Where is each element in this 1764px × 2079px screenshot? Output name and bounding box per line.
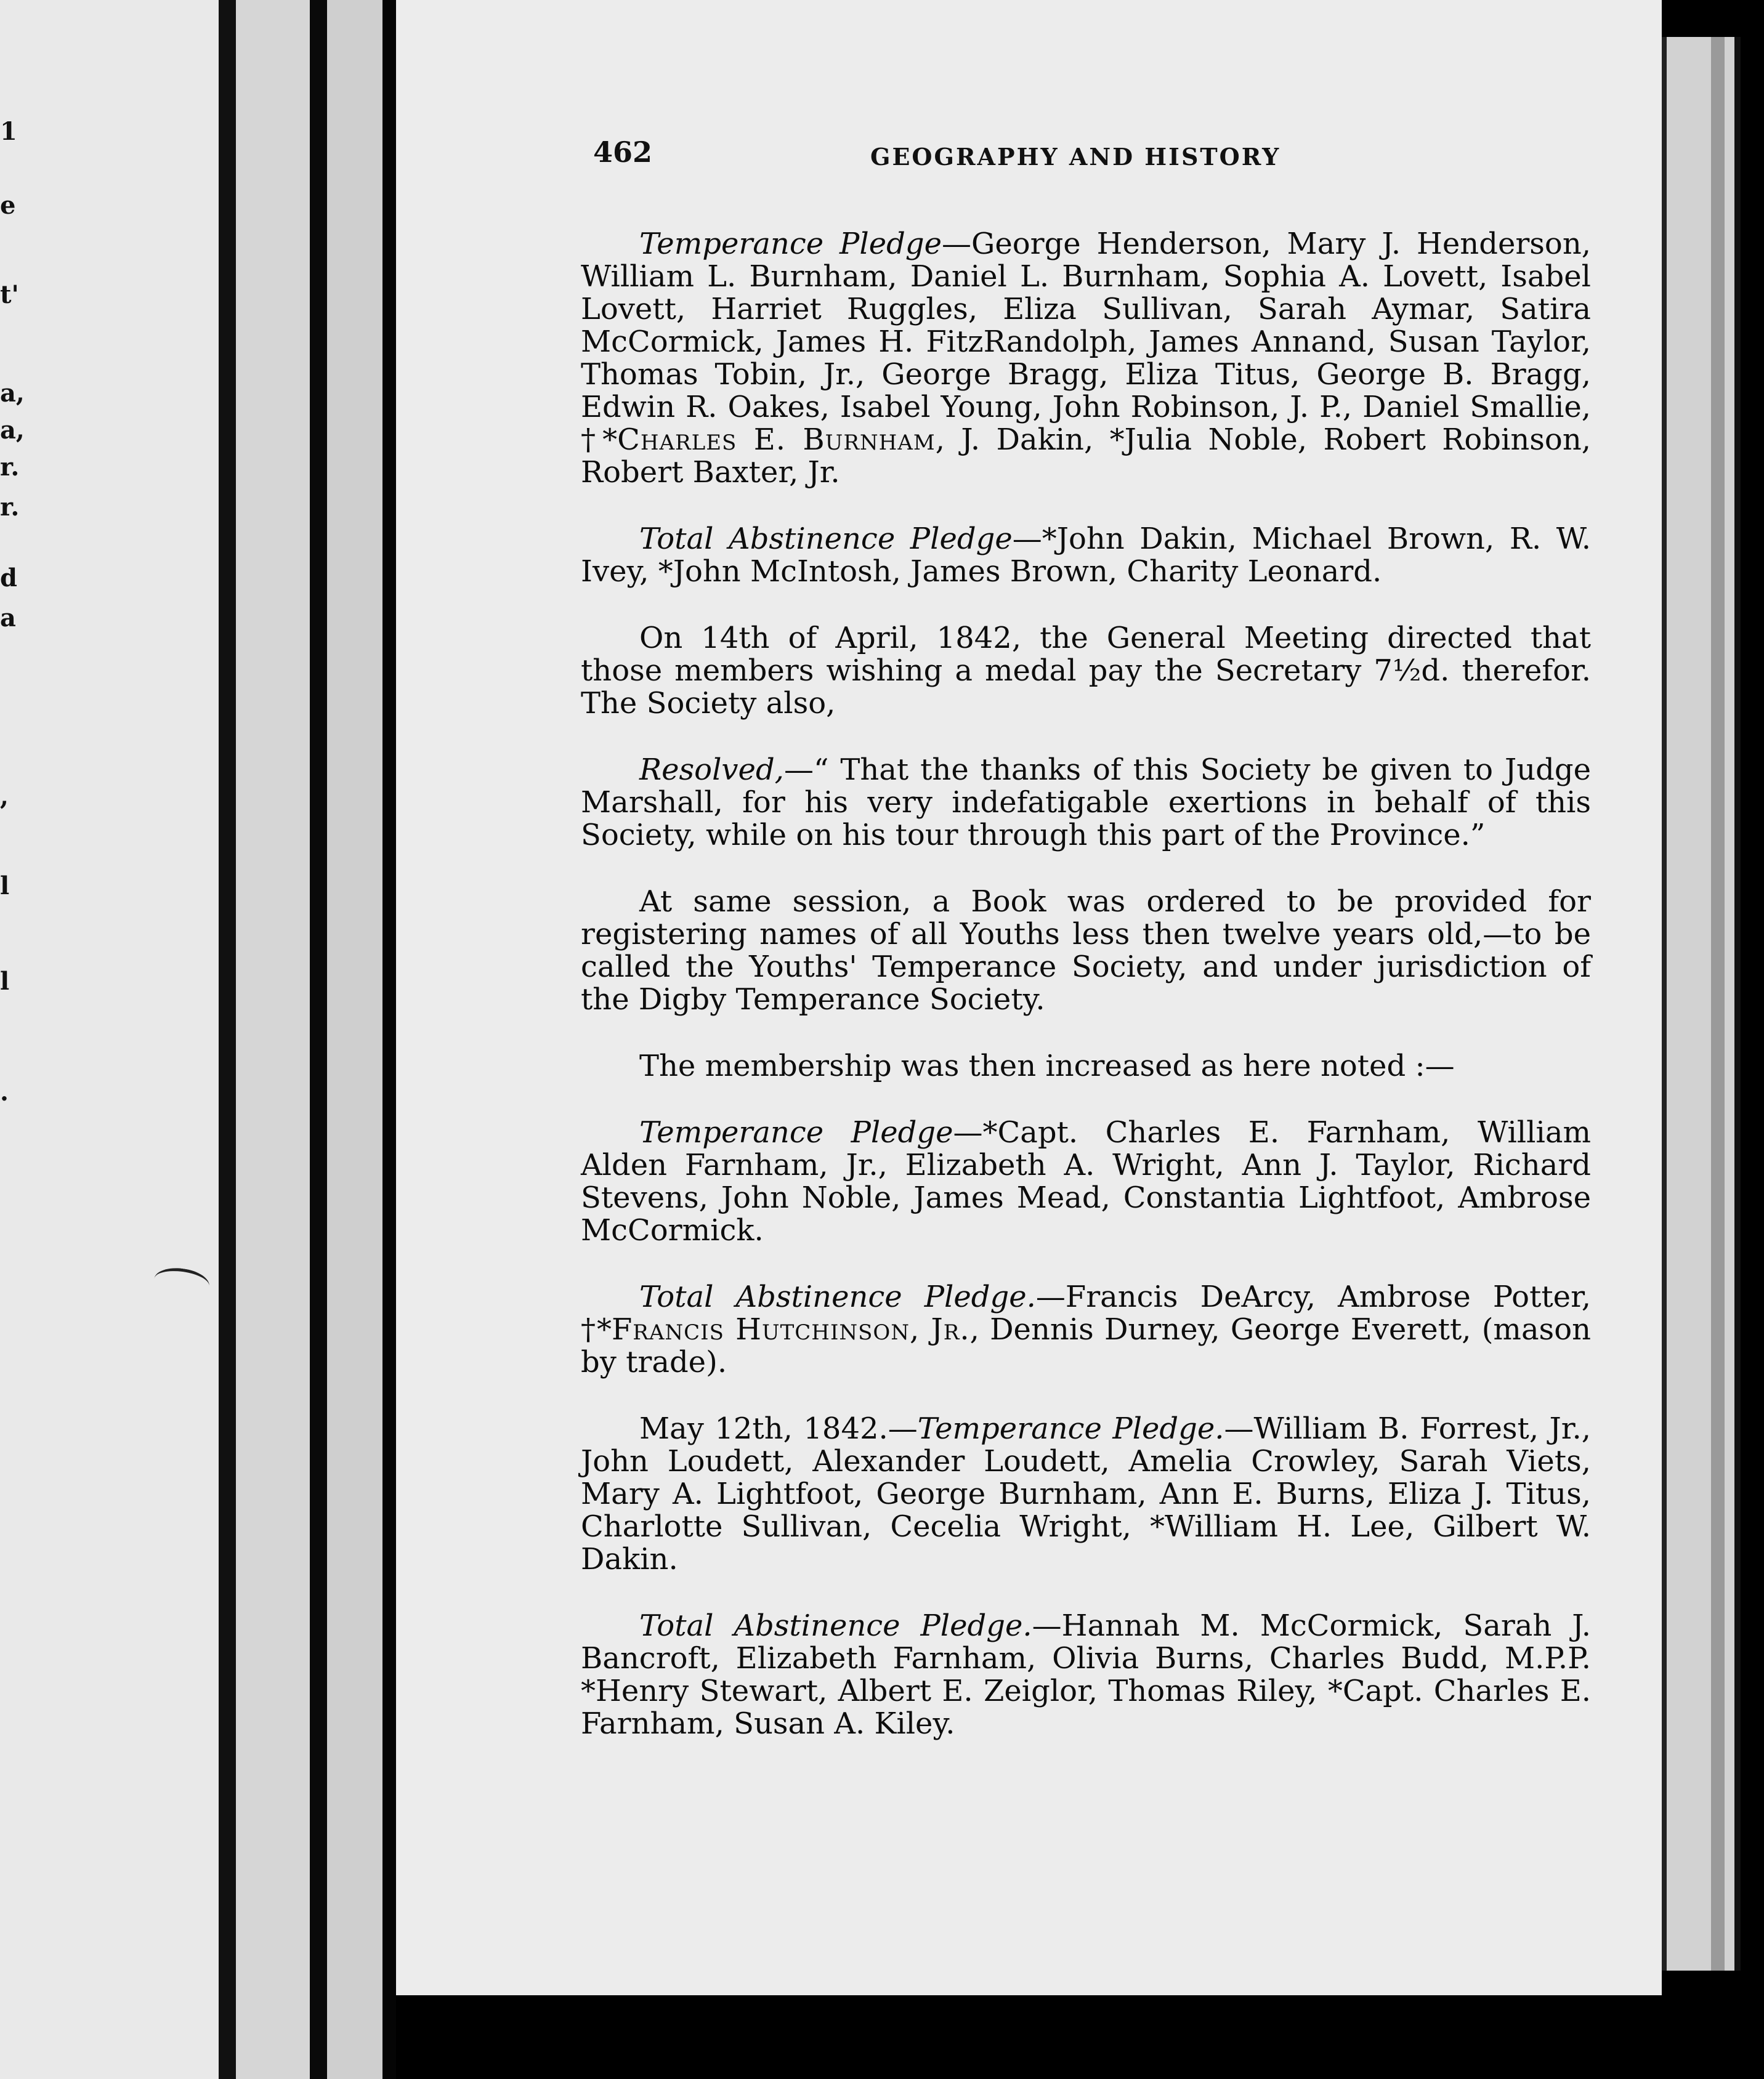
page-body <box>581 228 1591 1774</box>
paragraph-text: —William B. Forrest, Jr., John Loudett, Alexander Loudett, Amelia Crowley, Sarah Viets, Mary A. Lightfoot, George Burnham, Ann E. Burns, Eliza J. Titus, Charlotte Sullivan, Cecelia Wright, *William H. Lee, Gilbert W. Dakin. <box>581 1411 1591 1576</box>
running-head: GEOGRAPHY AND HISTORY <box>870 143 1281 171</box>
left-page-fragment-text: d <box>0 563 17 592</box>
pledge-label: Temperance Pledge <box>639 227 942 261</box>
left-page-fragment-text: a, <box>0 379 25 408</box>
binding-strip <box>236 0 310 2079</box>
paragraph-total-abstinence-2 <box>581 1281 1591 1379</box>
small-caps-name: Francis Hutchinson, Jr. <box>611 1312 970 1347</box>
paragraph-youths-society <box>581 886 1591 1016</box>
pledge-label: Temperance Pledge. <box>917 1411 1224 1446</box>
paragraph-text: , J. Dakin, *Julia Noble, Robert Robinson, Robert Baxter, Jr. <box>581 422 1591 490</box>
left-page-fragment-text: . <box>0 1078 9 1107</box>
left-page-fragment-text: l <box>0 871 10 900</box>
left-page-fragment-text: e <box>0 191 16 220</box>
paragraph-text: —Hannah M. McCormick, Sarah J. Bancroft, Elizabeth Farnham, Olivia Burns, Charles Budd, M.P.P. *Henry Stewart, Albert E. Zeiglor, Thomas Riley, *Capt. Charles E. Farnham, Susan A. Kiley. <box>581 1609 1591 1741</box>
page-header <box>593 135 1628 179</box>
paragraph-text: —*Capt. Charles E. Farnham, William Alden Farnham, Jr., Elizabeth A. Wright, Ann J. Taylor, Richard Stevens, John Noble, James Mead, Constantia Lightfoot, Ambrose McCormick. <box>581 1115 1591 1248</box>
left-page-fragment-text: l <box>0 967 10 996</box>
paragraph-membership-note <box>581 1050 1591 1083</box>
left-page-fragment <box>0 0 219 2079</box>
pledge-label: Temperance Pledge <box>639 1115 953 1150</box>
pledge-label: Total Abstinence Pledge. <box>639 1609 1032 1643</box>
paragraph-text: The membership was then increased as here noted :— <box>639 1049 1455 1083</box>
left-page-fragment-text: , <box>0 782 9 811</box>
pledge-label: Total Abstinence Pledge <box>639 522 1013 556</box>
left-page-fragment-text: a <box>0 604 16 632</box>
small-caps-name: Charles E. Burnham <box>617 422 936 457</box>
left-page-fragment-text: r. <box>0 493 20 522</box>
paragraph-general-meeting <box>581 622 1591 720</box>
paragraph-temperance-pledge-1 <box>581 228 1591 489</box>
date-lead: May 12th, 1842.— <box>639 1411 918 1446</box>
paragraph-may-12-temperance <box>581 1413 1591 1576</box>
paragraph-total-abstinence-3 <box>581 1610 1591 1740</box>
next-page-edge <box>1662 37 1741 1971</box>
left-page-fragment-text: a, <box>0 416 25 445</box>
paragraph-text: On 14th of April, 1842, the General Meeting directed that those members wishing a medal pay the Secretary 7½d. therefor. The Society also, <box>581 621 1591 721</box>
paragraph-text: —George Henderson, Mary J. Henderson, William L. Burnham, Daniel L. Burnham, Sophia A. Lovett, Isabel Lovett, Harriet Ruggles, Eliza Sullivan, Sarah Aymar, Satira McCormick, James H. FitzRandolph, James Annand, Susan Taylor, Thomas Tobin, Jr., George Bragg, Eliza Titus, George B. Bragg, Edwin R. Oakes, Isabel Young, John Robinson, J. P., Daniel Smallie, †* <box>581 227 1591 457</box>
paragraph-text: —“ That the thanks of this Society be given to Judge Marshall, for his very indefatigable exertions in behalf of this Society, while on his tour through this part of the Province.” <box>581 753 1591 852</box>
gutter-shadow <box>219 0 236 2079</box>
paragraph-text: At same session, a Book was ordered to be provided for registering names of all Youths less then twelve years old,—to be called the Youths' Temperance Society, and under jurisdiction of the Digby Temperance Society. <box>581 884 1591 1017</box>
gutter-line <box>310 0 327 2079</box>
page-edge-line <box>382 0 396 2079</box>
left-page-fragment-text: t' <box>0 280 19 309</box>
left-page-fragment-text: 1 <box>0 117 17 146</box>
book-page <box>396 0 1662 2079</box>
next-page-edge-shade <box>1711 37 1725 1971</box>
left-page-ink-mark <box>152 1265 211 1300</box>
paragraph-resolved <box>581 754 1591 852</box>
left-page-fragment-text: r. <box>0 453 20 482</box>
resolved-label: Resolved, <box>639 753 784 787</box>
page-number: 462 <box>593 135 653 169</box>
paragraph-text: , Dennis Durney, George Everett, (mason by trade). <box>581 1312 1592 1379</box>
paragraph-text: —Francis DeArcy, Ambrose Potter, †* <box>581 1280 1591 1347</box>
paragraph-text: —*John Dakin, Michael Brown, R. W. Ivey, *John McIntosh, James Brown, Charity Leonard. <box>581 522 1592 589</box>
bottom-scan-border <box>396 1995 1764 2079</box>
pledge-label: Total Abstinence Pledge. <box>639 1280 1036 1314</box>
paragraph-temperance-pledge-2 <box>581 1116 1591 1247</box>
paragraph-total-abstinence-1 <box>581 523 1591 588</box>
